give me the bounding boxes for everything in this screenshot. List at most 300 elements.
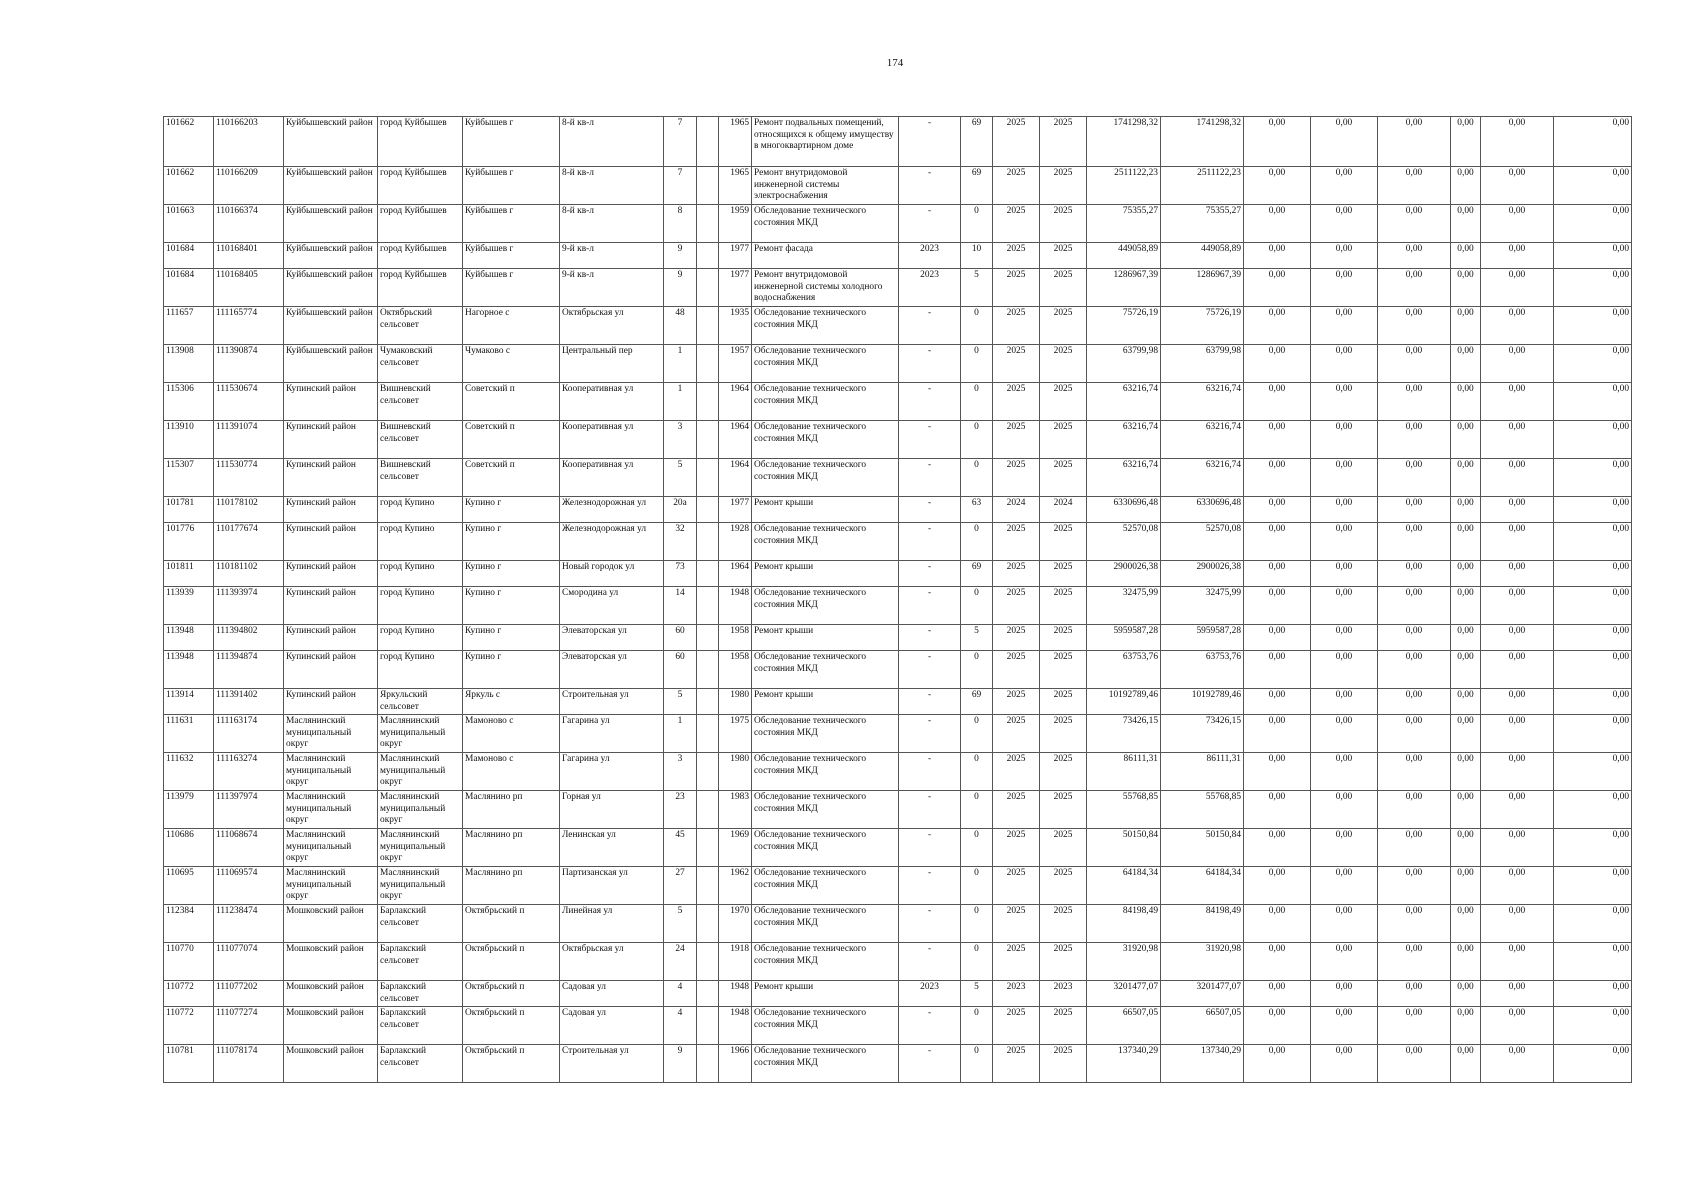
cell-total-cost: 63216,74 bbox=[1087, 459, 1161, 497]
cell-cost-total-2: 75726,19 bbox=[1161, 307, 1244, 345]
cell-plan-year-start: 2025 bbox=[993, 523, 1040, 561]
cell-work-type: Ремонт крыши bbox=[752, 497, 899, 523]
cell-fund-5: 0,00 bbox=[1481, 867, 1554, 905]
cell-prev-year: - bbox=[899, 587, 961, 625]
cell-plan-year-end: 2025 bbox=[1040, 753, 1087, 791]
cell-fund-6: 0,00 bbox=[1554, 651, 1632, 689]
table-row bbox=[164, 345, 1632, 383]
cell-fund-5: 0,00 bbox=[1481, 117, 1554, 167]
cell-wear-percent: 69 bbox=[961, 117, 993, 167]
table-row bbox=[164, 715, 1632, 753]
cell-record-id: 110166374 bbox=[214, 205, 284, 243]
cell-wear-percent: 0 bbox=[961, 943, 993, 981]
cell-municipality: город Купино bbox=[378, 561, 463, 587]
cell-fund-1: 0,00 bbox=[1244, 715, 1311, 753]
cell-record-id: 111077274 bbox=[214, 1007, 284, 1045]
cell-fund-6: 0,00 bbox=[1554, 829, 1632, 867]
cell-total-cost: 64184,34 bbox=[1087, 867, 1161, 905]
cell-fund-4: 0,00 bbox=[1451, 459, 1481, 497]
table-row bbox=[164, 421, 1632, 459]
cell-year-built: 1980 bbox=[719, 753, 752, 791]
cell-street: Линейная ул bbox=[560, 905, 664, 943]
table-row bbox=[164, 497, 1632, 523]
cell-prev-year: - bbox=[899, 625, 961, 651]
cell-year-built: 1964 bbox=[719, 383, 752, 421]
cell-fund-5: 0,00 bbox=[1481, 943, 1554, 981]
cell-house-id: 115307 bbox=[164, 459, 214, 497]
cell-settlement: Октябрьский п bbox=[463, 943, 560, 981]
cell-plan-year-start: 2025 bbox=[993, 269, 1040, 307]
cell-record-id: 111238474 bbox=[214, 905, 284, 943]
cell-plan-year-start: 2025 bbox=[993, 167, 1040, 205]
cell-building bbox=[697, 829, 719, 867]
cell-wear-percent: 5 bbox=[961, 981, 993, 1007]
cell-settlement: Чумаково с bbox=[463, 345, 560, 383]
cell-total-cost: 6330696,48 bbox=[1087, 497, 1161, 523]
cell-total-cost: 10192789,46 bbox=[1087, 689, 1161, 715]
cell-plan-year-start: 2025 bbox=[993, 867, 1040, 905]
cell-cost-total-2: 31920,98 bbox=[1161, 943, 1244, 981]
cell-plan-year-start: 2025 bbox=[993, 587, 1040, 625]
cell-district: Мошковский район bbox=[284, 943, 378, 981]
cell-house-id: 111632 bbox=[164, 753, 214, 791]
cell-fund-2: 0,00 bbox=[1311, 345, 1378, 383]
cell-wear-percent: 5 bbox=[961, 625, 993, 651]
cell-fund-4: 0,00 bbox=[1451, 205, 1481, 243]
cell-total-cost: 63216,74 bbox=[1087, 421, 1161, 459]
cell-wear-percent: 0 bbox=[961, 459, 993, 497]
cell-house-number: 24 bbox=[664, 943, 697, 981]
cell-prev-year: - bbox=[899, 943, 961, 981]
cell-prev-year: - bbox=[899, 459, 961, 497]
cell-building bbox=[697, 421, 719, 459]
cell-wear-percent: 0 bbox=[961, 715, 993, 753]
cell-house-id: 113948 bbox=[164, 625, 214, 651]
cell-fund-6: 0,00 bbox=[1554, 943, 1632, 981]
cell-house-id: 113908 bbox=[164, 345, 214, 383]
cell-record-id: 111391402 bbox=[214, 689, 284, 715]
cell-total-cost: 66507,05 bbox=[1087, 1007, 1161, 1045]
cell-municipality: Вишневский сельсовет bbox=[378, 459, 463, 497]
cell-fund-4: 0,00 bbox=[1451, 307, 1481, 345]
cell-house-number: 27 bbox=[664, 867, 697, 905]
cell-work-type: Обследование технического состояния МКД bbox=[752, 829, 899, 867]
cell-fund-2: 0,00 bbox=[1311, 561, 1378, 587]
cell-plan-year-end: 2025 bbox=[1040, 943, 1087, 981]
cell-settlement: Октябрьский п bbox=[463, 905, 560, 943]
cell-year-built: 1958 bbox=[719, 651, 752, 689]
cell-wear-percent: 0 bbox=[961, 651, 993, 689]
cell-fund-3: 0,00 bbox=[1378, 497, 1451, 523]
cell-fund-5: 0,00 bbox=[1481, 1007, 1554, 1045]
cell-house-id: 113939 bbox=[164, 587, 214, 625]
cell-fund-2: 0,00 bbox=[1311, 383, 1378, 421]
cell-district: Купинский район bbox=[284, 561, 378, 587]
cell-fund-2: 0,00 bbox=[1311, 829, 1378, 867]
cell-fund-6: 0,00 bbox=[1554, 587, 1632, 625]
cell-prev-year: - bbox=[899, 1045, 961, 1083]
cell-fund-2: 0,00 bbox=[1311, 905, 1378, 943]
cell-district: Мошковский район bbox=[284, 905, 378, 943]
cell-house-number: 5 bbox=[664, 905, 697, 943]
cell-work-type: Ремонт внутридомовой инженерной системы холодного водоснабжения bbox=[752, 269, 899, 307]
table-row bbox=[164, 167, 1632, 205]
cell-house-number: 23 bbox=[664, 791, 697, 829]
table-row bbox=[164, 1045, 1632, 1083]
cell-fund-3: 0,00 bbox=[1378, 1007, 1451, 1045]
cell-cost-total-2: 66507,05 bbox=[1161, 1007, 1244, 1045]
cell-house-number: 1 bbox=[664, 345, 697, 383]
table-row bbox=[164, 459, 1632, 497]
table-row bbox=[164, 829, 1632, 867]
cell-fund-4: 0,00 bbox=[1451, 1007, 1481, 1045]
cell-fund-2: 0,00 bbox=[1311, 523, 1378, 561]
cell-municipality: Яркульский сельсовет bbox=[378, 689, 463, 715]
cell-plan-year-start: 2025 bbox=[993, 753, 1040, 791]
cell-year-built: 1962 bbox=[719, 867, 752, 905]
cell-street: Строительная ул bbox=[560, 1045, 664, 1083]
cell-fund-1: 0,00 bbox=[1244, 689, 1311, 715]
cell-plan-year-end: 2025 bbox=[1040, 421, 1087, 459]
cell-house-id: 101662 bbox=[164, 167, 214, 205]
cell-settlement: Маслянино рп bbox=[463, 829, 560, 867]
cell-municipality: город Куйбышев bbox=[378, 117, 463, 167]
cell-year-built: 1977 bbox=[719, 243, 752, 269]
cell-municipality: город Куйбышев bbox=[378, 243, 463, 269]
cell-fund-5: 0,00 bbox=[1481, 1045, 1554, 1083]
cell-record-id: 111394874 bbox=[214, 651, 284, 689]
cell-district: Купинский район bbox=[284, 383, 378, 421]
cell-municipality: Барлакский сельсовет bbox=[378, 1007, 463, 1045]
cell-fund-6: 0,00 bbox=[1554, 625, 1632, 651]
cell-house-number: 60 bbox=[664, 651, 697, 689]
cell-settlement: Купино г bbox=[463, 561, 560, 587]
cell-total-cost: 449058,89 bbox=[1087, 243, 1161, 269]
cell-house-number: 5 bbox=[664, 459, 697, 497]
cell-house-number: 1 bbox=[664, 383, 697, 421]
cell-fund-6: 0,00 bbox=[1554, 791, 1632, 829]
cell-fund-6: 0,00 bbox=[1554, 345, 1632, 383]
cell-district: Куйбышевский район bbox=[284, 307, 378, 345]
table-row bbox=[164, 981, 1632, 1007]
cell-fund-5: 0,00 bbox=[1481, 167, 1554, 205]
cell-fund-3: 0,00 bbox=[1378, 867, 1451, 905]
cell-fund-2: 0,00 bbox=[1311, 205, 1378, 243]
cell-cost-total-2: 32475,99 bbox=[1161, 587, 1244, 625]
cell-settlement: Яркуль с bbox=[463, 689, 560, 715]
cell-plan-year-start: 2025 bbox=[993, 791, 1040, 829]
cell-plan-year-end: 2025 bbox=[1040, 791, 1087, 829]
cell-street: 8-й кв-л bbox=[560, 117, 664, 167]
cell-work-type: Обследование технического состояния МКД bbox=[752, 905, 899, 943]
cell-record-id: 110168405 bbox=[214, 269, 284, 307]
cell-record-id: 111165774 bbox=[214, 307, 284, 345]
cell-fund-3: 0,00 bbox=[1378, 981, 1451, 1007]
cell-fund-2: 0,00 bbox=[1311, 117, 1378, 167]
cell-cost-total-2: 63216,74 bbox=[1161, 459, 1244, 497]
cell-fund-4: 0,00 bbox=[1451, 943, 1481, 981]
cell-fund-1: 0,00 bbox=[1244, 829, 1311, 867]
cell-fund-6: 0,00 bbox=[1554, 561, 1632, 587]
cell-building bbox=[697, 523, 719, 561]
cell-house-id: 110772 bbox=[164, 1007, 214, 1045]
cell-record-id: 111530774 bbox=[214, 459, 284, 497]
cell-fund-5: 0,00 bbox=[1481, 587, 1554, 625]
cell-total-cost: 1741298,32 bbox=[1087, 117, 1161, 167]
cell-work-type: Обследование технического состояния МКД bbox=[752, 867, 899, 905]
cell-record-id: 111068674 bbox=[214, 829, 284, 867]
cell-settlement: Октябрьский п bbox=[463, 1007, 560, 1045]
table-row bbox=[164, 943, 1632, 981]
cell-plan-year-end: 2025 bbox=[1040, 167, 1087, 205]
cell-municipality: город Куйбышев bbox=[378, 269, 463, 307]
cell-building bbox=[697, 459, 719, 497]
cell-municipality: Чумаковский сельсовет bbox=[378, 345, 463, 383]
cell-record-id: 110178102 bbox=[214, 497, 284, 523]
cell-building bbox=[697, 753, 719, 791]
cell-fund-2: 0,00 bbox=[1311, 167, 1378, 205]
cell-fund-1: 0,00 bbox=[1244, 753, 1311, 791]
cell-district: Купинский район bbox=[284, 421, 378, 459]
cell-work-type: Ремонт крыши bbox=[752, 689, 899, 715]
cell-fund-2: 0,00 bbox=[1311, 421, 1378, 459]
cell-building bbox=[697, 625, 719, 651]
cell-fund-4: 0,00 bbox=[1451, 867, 1481, 905]
cell-settlement: Маслянино рп bbox=[463, 791, 560, 829]
cell-plan-year-end: 2025 bbox=[1040, 383, 1087, 421]
cell-house-number: 60 bbox=[664, 625, 697, 651]
cell-municipality: Маслянинский муниципальный округ bbox=[378, 715, 463, 753]
cell-fund-3: 0,00 bbox=[1378, 905, 1451, 943]
cell-wear-percent: 0 bbox=[961, 307, 993, 345]
cell-fund-4: 0,00 bbox=[1451, 981, 1481, 1007]
cell-fund-5: 0,00 bbox=[1481, 981, 1554, 1007]
cell-fund-4: 0,00 bbox=[1451, 651, 1481, 689]
cell-cost-total-2: 3201477,07 bbox=[1161, 981, 1244, 1007]
cell-fund-1: 0,00 bbox=[1244, 523, 1311, 561]
cell-street: Гагарина ул bbox=[560, 753, 664, 791]
cell-plan-year-end: 2025 bbox=[1040, 459, 1087, 497]
cell-house-number: 20а bbox=[664, 497, 697, 523]
cell-plan-year-start: 2025 bbox=[993, 1045, 1040, 1083]
cell-fund-5: 0,00 bbox=[1481, 753, 1554, 791]
cell-cost-total-2: 86111,31 bbox=[1161, 753, 1244, 791]
cell-house-number: 7 bbox=[664, 167, 697, 205]
cell-plan-year-end: 2025 bbox=[1040, 1007, 1087, 1045]
cell-house-number: 8 bbox=[664, 205, 697, 243]
cell-work-type: Ремонт подвальных помещений, относящихся к общему имуществу в многоквартирном доме bbox=[752, 117, 899, 167]
cell-fund-3: 0,00 bbox=[1378, 421, 1451, 459]
table-row bbox=[164, 523, 1632, 561]
cell-wear-percent: 69 bbox=[961, 561, 993, 587]
cell-street: Садовая ул bbox=[560, 1007, 664, 1045]
cell-wear-percent: 0 bbox=[961, 205, 993, 243]
cell-fund-6: 0,00 bbox=[1554, 753, 1632, 791]
cell-total-cost: 50150,84 bbox=[1087, 829, 1161, 867]
cell-house-id: 112384 bbox=[164, 905, 214, 943]
cell-fund-3: 0,00 bbox=[1378, 651, 1451, 689]
cell-wear-percent: 0 bbox=[961, 383, 993, 421]
cell-building bbox=[697, 1045, 719, 1083]
cell-plan-year-start: 2025 bbox=[993, 689, 1040, 715]
cell-fund-2: 0,00 bbox=[1311, 307, 1378, 345]
cell-fund-2: 0,00 bbox=[1311, 459, 1378, 497]
cell-settlement: Мамоново с bbox=[463, 715, 560, 753]
cell-fund-6: 0,00 bbox=[1554, 243, 1632, 269]
cell-settlement: Маслянино рп bbox=[463, 867, 560, 905]
cell-year-built: 1948 bbox=[719, 587, 752, 625]
cell-district: Купинский район bbox=[284, 587, 378, 625]
cell-wear-percent: 10 bbox=[961, 243, 993, 269]
cell-cost-total-2: 10192789,46 bbox=[1161, 689, 1244, 715]
cell-municipality: Маслянинский муниципальный округ bbox=[378, 829, 463, 867]
cell-house-id: 110772 bbox=[164, 981, 214, 1007]
cell-work-type: Обследование технического состояния МКД bbox=[752, 1007, 899, 1045]
cell-fund-5: 0,00 bbox=[1481, 625, 1554, 651]
cell-municipality: город Купино bbox=[378, 587, 463, 625]
cell-wear-percent: 0 bbox=[961, 345, 993, 383]
cell-fund-3: 0,00 bbox=[1378, 459, 1451, 497]
cell-street: Центральный пер bbox=[560, 345, 664, 383]
cell-wear-percent: 0 bbox=[961, 1045, 993, 1083]
cell-fund-5: 0,00 bbox=[1481, 651, 1554, 689]
cell-fund-4: 0,00 bbox=[1451, 829, 1481, 867]
cell-fund-4: 0,00 bbox=[1451, 421, 1481, 459]
cell-work-type: Ремонт крыши bbox=[752, 981, 899, 1007]
cell-fund-2: 0,00 bbox=[1311, 981, 1378, 1007]
cell-year-built: 1928 bbox=[719, 523, 752, 561]
cell-settlement: Куйбышев г bbox=[463, 243, 560, 269]
cell-fund-4: 0,00 bbox=[1451, 383, 1481, 421]
cell-plan-year-end: 2025 bbox=[1040, 269, 1087, 307]
cell-building bbox=[697, 117, 719, 167]
cell-street: Садовая ул bbox=[560, 981, 664, 1007]
cell-house-number: 5 bbox=[664, 689, 697, 715]
cell-building bbox=[697, 243, 719, 269]
cell-record-id: 111393974 bbox=[214, 587, 284, 625]
cell-cost-total-2: 73426,15 bbox=[1161, 715, 1244, 753]
cell-prev-year: - bbox=[899, 1007, 961, 1045]
cell-building bbox=[697, 689, 719, 715]
cell-cost-total-2: 1741298,32 bbox=[1161, 117, 1244, 167]
cell-cost-total-2: 63216,74 bbox=[1161, 421, 1244, 459]
cell-house-id: 101684 bbox=[164, 269, 214, 307]
cell-house-id: 101662 bbox=[164, 117, 214, 167]
cell-work-type: Обследование технического состояния МКД bbox=[752, 205, 899, 243]
cell-district: Маслянинский муниципальный округ bbox=[284, 867, 378, 905]
cell-street: Горная ул bbox=[560, 791, 664, 829]
cell-house-id: 110686 bbox=[164, 829, 214, 867]
cell-fund-3: 0,00 bbox=[1378, 383, 1451, 421]
cell-fund-4: 0,00 bbox=[1451, 715, 1481, 753]
table-row bbox=[164, 753, 1632, 791]
cell-building bbox=[697, 383, 719, 421]
cell-fund-5: 0,00 bbox=[1481, 345, 1554, 383]
cell-prev-year: - bbox=[899, 117, 961, 167]
cell-building bbox=[697, 167, 719, 205]
cell-cost-total-2: 64184,34 bbox=[1161, 867, 1244, 905]
cell-fund-3: 0,00 bbox=[1378, 791, 1451, 829]
cell-plan-year-end: 2025 bbox=[1040, 587, 1087, 625]
cell-wear-percent: 69 bbox=[961, 689, 993, 715]
cell-plan-year-end: 2025 bbox=[1040, 715, 1087, 753]
cell-fund-2: 0,00 bbox=[1311, 651, 1378, 689]
cell-building bbox=[697, 981, 719, 1007]
cell-fund-3: 0,00 bbox=[1378, 1045, 1451, 1083]
cell-year-built: 1959 bbox=[719, 205, 752, 243]
cell-fund-4: 0,00 bbox=[1451, 269, 1481, 307]
cell-settlement: Октябрьский п bbox=[463, 1045, 560, 1083]
cell-wear-percent: 63 bbox=[961, 497, 993, 523]
cell-plan-year-start: 2025 bbox=[993, 625, 1040, 651]
cell-fund-1: 0,00 bbox=[1244, 345, 1311, 383]
cell-wear-percent: 0 bbox=[961, 1007, 993, 1045]
cell-fund-4: 0,00 bbox=[1451, 167, 1481, 205]
cell-fund-3: 0,00 bbox=[1378, 243, 1451, 269]
cell-fund-6: 0,00 bbox=[1554, 205, 1632, 243]
page-number: 174 bbox=[886, 57, 904, 69]
cell-year-built: 1964 bbox=[719, 459, 752, 497]
cell-year-built: 1966 bbox=[719, 1045, 752, 1083]
table-row bbox=[164, 587, 1632, 625]
cell-plan-year-start: 2025 bbox=[993, 651, 1040, 689]
cell-work-type: Обследование технического состояния МКД bbox=[752, 715, 899, 753]
cell-fund-6: 0,00 bbox=[1554, 459, 1632, 497]
cell-district: Мошковский район bbox=[284, 1045, 378, 1083]
cell-house-number: 14 bbox=[664, 587, 697, 625]
cell-district: Маслянинский муниципальный округ bbox=[284, 829, 378, 867]
cell-wear-percent: 0 bbox=[961, 753, 993, 791]
cell-cost-total-2: 63799,98 bbox=[1161, 345, 1244, 383]
cell-house-number: 45 bbox=[664, 829, 697, 867]
cell-year-built: 1977 bbox=[719, 269, 752, 307]
cell-work-type: Обследование технического состояния МКД bbox=[752, 651, 899, 689]
cell-street: Ленинская ул bbox=[560, 829, 664, 867]
cell-settlement: Куйбышев г bbox=[463, 269, 560, 307]
cell-fund-4: 0,00 bbox=[1451, 117, 1481, 167]
cell-municipality: город Купино bbox=[378, 625, 463, 651]
cell-fund-5: 0,00 bbox=[1481, 523, 1554, 561]
cell-cost-total-2: 84198,49 bbox=[1161, 905, 1244, 943]
cell-prev-year: - bbox=[899, 905, 961, 943]
cell-house-id: 110781 bbox=[164, 1045, 214, 1083]
cell-wear-percent: 5 bbox=[961, 269, 993, 307]
cell-fund-3: 0,00 bbox=[1378, 829, 1451, 867]
cell-street: Элеваторская ул bbox=[560, 651, 664, 689]
cell-fund-1: 0,00 bbox=[1244, 943, 1311, 981]
cell-settlement: Нагорное с bbox=[463, 307, 560, 345]
cell-work-type: Обследование технического состояния МКД bbox=[752, 459, 899, 497]
cell-work-type: Обследование технического состояния МКД bbox=[752, 345, 899, 383]
table-row bbox=[164, 905, 1632, 943]
cell-street: Гагарина ул bbox=[560, 715, 664, 753]
cell-record-id: 111163174 bbox=[214, 715, 284, 753]
cell-plan-year-start: 2025 bbox=[993, 561, 1040, 587]
cell-year-built: 1918 bbox=[719, 943, 752, 981]
cell-district: Маслянинский муниципальный округ bbox=[284, 715, 378, 753]
cell-district: Куйбышевский район bbox=[284, 117, 378, 167]
cell-street: Кооперативная ул bbox=[560, 459, 664, 497]
cell-district: Куйбышевский район bbox=[284, 345, 378, 383]
cell-district: Купинский район bbox=[284, 689, 378, 715]
cell-municipality: Барлакский сельсовет bbox=[378, 981, 463, 1007]
cell-fund-1: 0,00 bbox=[1244, 905, 1311, 943]
cell-settlement: Купино г bbox=[463, 625, 560, 651]
cell-plan-year-end: 2025 bbox=[1040, 561, 1087, 587]
cell-house-id: 101776 bbox=[164, 523, 214, 561]
cell-fund-2: 0,00 bbox=[1311, 791, 1378, 829]
table-row bbox=[164, 689, 1632, 715]
